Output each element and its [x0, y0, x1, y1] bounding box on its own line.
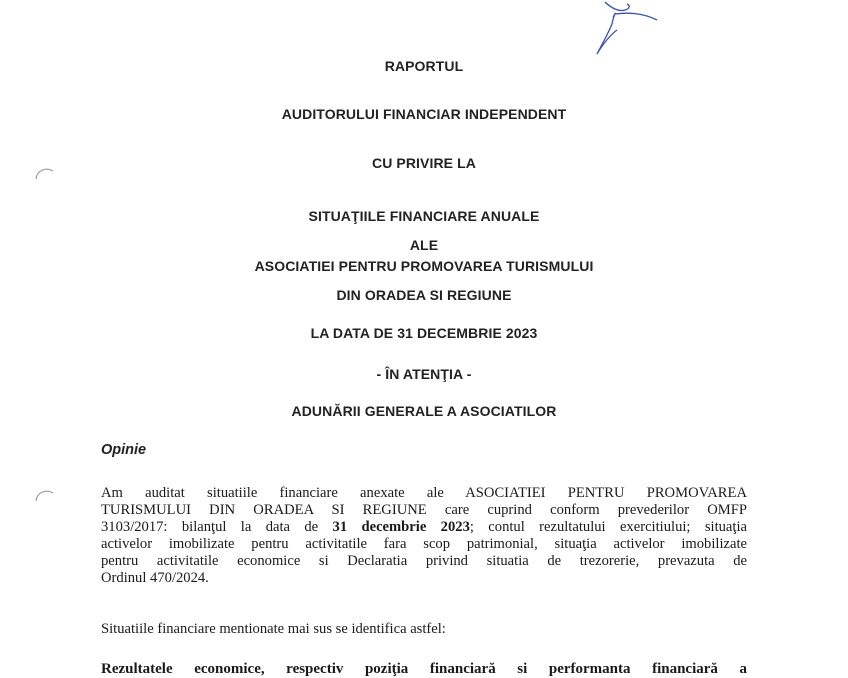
identification-paragraph: Situatiile financiare mentionate mai sus se identifica astfel: — [101, 621, 446, 637]
paragraph-text: 3103/2017: bilanţul la data de — [101, 519, 333, 535]
report-attention: - ÎN ATENŢIA - — [376, 366, 472, 382]
paragraph-line: Am auditat situatiile financiare anexate ale ASOCIATIEI PENTRU PROMOVAREA — [101, 485, 747, 501]
paragraph-line: pentru activitatile economice si Declaratia privind situatia de trezorerie, prevazuta de — [101, 553, 747, 569]
report-date: LA DATA DE 31 DECEMBRIE 2023 — [310, 325, 538, 341]
report-entity-name: DIN ORADEA SI REGIUNE — [336, 287, 512, 303]
report-heading-line: SITUAŢIILE FINANCIARE ANUALE — [308, 208, 540, 224]
signature-mark — [585, 0, 675, 58]
punch-hole-mark — [34, 488, 56, 502]
report-entity-name: ASOCIATIEI PENTRU PROMOVAREA TURISMULUI — [254, 258, 594, 274]
paragraph-line: TURISMULUI DIN ORADEA SI REGIUNE care cuprind conform prevederilor OMFP — [101, 502, 747, 518]
results-paragraph: Rezultatele economice, respectiv poziţia financiară si performanta financiară a — [101, 661, 747, 677]
report-subtitle: AUDITORULUI FINANCIAR INDEPENDENT — [281, 106, 567, 122]
paragraph-text: ; contul rezultatului exercitiului; situaţia — [469, 519, 747, 535]
section-heading-opinie: Opinie — [101, 442, 147, 458]
report-heading-line: CU PRIVIRE LA — [372, 155, 476, 171]
bold-date: 31 decembrie 2023 — [332, 519, 470, 535]
report-addressee: ADUNĂRII GENERALE A ASOCIATILOR — [291, 403, 557, 419]
report-title: RAPORTUL — [384, 58, 464, 74]
paragraph-line: activelor imobilizate pentru activitatile fara scop patrimonial, situaţia activelor imobilizate — [101, 536, 747, 552]
report-heading-line: ALE — [409, 237, 439, 253]
opinion-paragraph — [101, 485, 747, 587]
paragraph-line: Ordinul 470/2024. — [101, 570, 209, 586]
paragraph-line — [101, 519, 747, 536]
